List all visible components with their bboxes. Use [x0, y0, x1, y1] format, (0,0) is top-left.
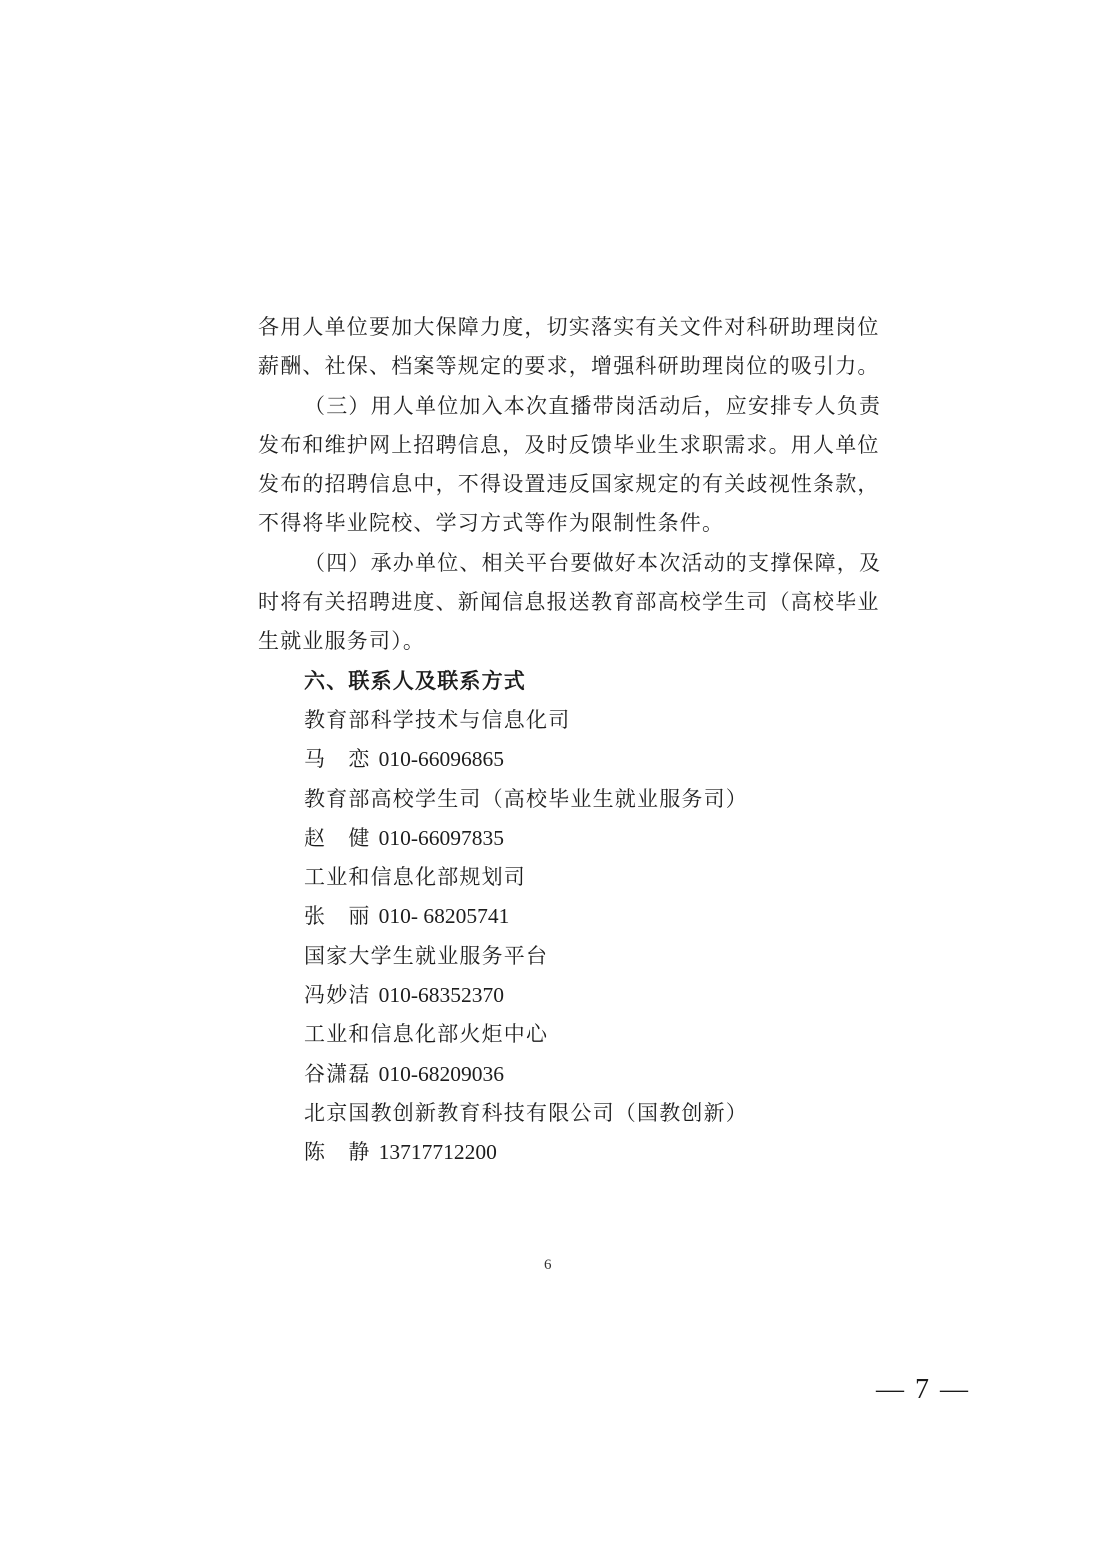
contact-phone: 13717712200 [378, 1140, 497, 1165]
contact-phone: 010- 68205741 [378, 904, 510, 929]
contact-org: 国家大学生就业服务平台 [304, 943, 549, 968]
contact-phone: 010-68209036 [378, 1061, 505, 1086]
contact-phone: 010-66096865 [378, 747, 505, 772]
body-line: 发布的招聘信息中，不得设置违反国家规定的有关歧视性条款， [258, 472, 880, 497]
page-number: — 7 — [876, 1374, 970, 1405]
section-heading: 六、联系人及联系方式 [304, 668, 526, 693]
contact-name: 冯妙洁 [304, 983, 371, 1008]
contact-org: 北京国教创新教育科技有限公司（国教创新） [304, 1100, 748, 1125]
contact-name: 谷潇磊 [304, 1061, 371, 1086]
contact-person [258, 976, 888, 1015]
item-4-first-line: （四）承办单位、相关平台要做好本次活动的支撑保障，及 [304, 550, 882, 575]
body-line: 生就业服务司）。 [258, 629, 426, 654]
body-line: 时将有关招聘进度、新闻信息报送教育部高校学生司（高校毕业 [258, 590, 880, 615]
contact-person [258, 819, 888, 858]
body-line: 发布和维护网上招聘信息，及时反馈毕业生求职需求。用人单位 [258, 432, 880, 457]
body-text [258, 308, 888, 1173]
body-line: 不得将毕业院校、学习方式等作为限制性条件。 [258, 511, 725, 536]
contact-name: 陈 静 [304, 1140, 371, 1165]
contact-org: 教育部高校学生司（高校毕业生就业服务司） [304, 786, 748, 811]
contact-phone: 010-68352370 [378, 983, 505, 1008]
body-line: 薪酬、社保、档案等规定的要求，增强科研助理岗位的吸引力。 [258, 354, 880, 379]
contact-person [258, 1055, 888, 1094]
body-line: 各用人单位要加大保障力度，切实落实有关文件对科研助理岗位 [258, 315, 880, 339]
contact-name: 马 恋 [304, 747, 371, 772]
item-3-first-line: （三）用人单位加入本次直播带岗活动后，应安排专人负责 [304, 393, 882, 418]
contact-org: 工业和信息化部火炬中心 [304, 1022, 549, 1047]
contact-org: 工业和信息化部规划司 [304, 865, 526, 890]
contact-org: 教育部科学技术与信息化司 [304, 707, 571, 732]
contact-person [258, 740, 888, 779]
contact-name: 赵 健 [304, 825, 371, 850]
contact-person [258, 1133, 888, 1172]
contact-phone: 010-66097835 [378, 825, 505, 850]
inner-page-number: 6 [544, 1257, 552, 1273]
contact-name: 张 丽 [304, 904, 371, 929]
contact-person [258, 897, 888, 936]
